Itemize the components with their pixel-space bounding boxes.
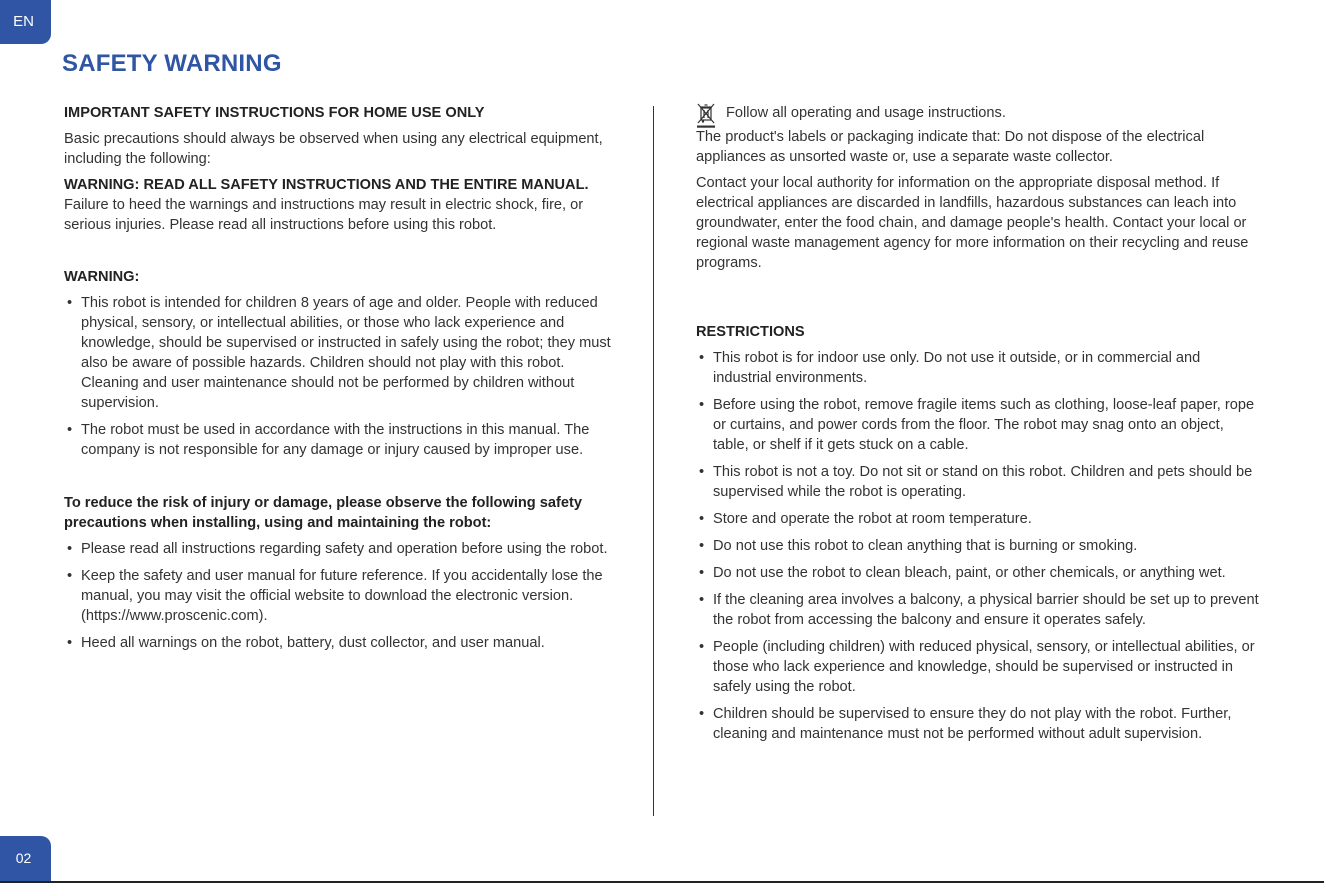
restrictions-list xyxy=(696,348,1262,744)
intro-paragraph: Basic precautions should always be observed when using any electrical equipment, including the following: xyxy=(64,131,603,167)
warning-manual-heading: WARNING: READ ALL SAFETY INSTRUCTIONS AND THE ENTIRE MANUAL. xyxy=(64,177,589,193)
precautions-heading: To reduce the risk of injury or damage, please observe the following safety precautions when installing, using and maintaining the robot: xyxy=(64,495,582,531)
page-title: SAFETY WARNING xyxy=(62,50,282,77)
list-item: • This robot is for indoor use only. Do not use it outside, or in commercial and industrial environments. xyxy=(696,348,1262,388)
list-item: • Store and operate the robot at room temperature. xyxy=(696,509,1262,529)
list-item: • Do not use this robot to clean anything that is burning or smoking. xyxy=(696,536,1262,556)
disposal-notice xyxy=(696,103,1262,129)
restrictions-heading: RESTRICTIONS xyxy=(696,324,805,340)
left-column xyxy=(64,103,624,660)
contact-authority-paragraph: Contact your local authority for information on the appropriate disposal method. If electrical appliances are discarded in landfills, hazardous substances can leach into groundwater, enter the food chain, and damage people's health. Contact your local or regional waste management agency for more information on their recycling and reuse programs. xyxy=(696,175,1249,271)
disposal-paragraph: The product's labels or packaging indicate that: Do not dispose of the electrical appliances as unsorted waste or, use a separate waste collector. xyxy=(696,129,1205,165)
list-item: • People (including children) with reduced physical, sensory, or intellectual abilities, or those who lack experience and knowledge, should be supervised or instructed in safely using the robot. xyxy=(696,637,1262,697)
list-item: • If the cleaning area involves a balcony, a physical barrier should be set up to prevent the robot from accessing the balcony and ensure it operates safely. xyxy=(696,590,1262,630)
list-item: • Please read all instructions regarding safety and operation before using the robot. xyxy=(64,539,624,559)
list-item: • Keep the safety and user manual for future reference. If you accidentally lose the manual, you may visit the official website to download the electronic version. (https://www.proscenic.com). xyxy=(64,566,624,626)
precautions-list xyxy=(64,539,624,653)
warning-heading: WARNING: xyxy=(64,269,140,285)
follow-instructions-text: Follow all operating and usage instructions. xyxy=(726,105,1006,121)
list-item: • Heed all warnings on the robot, battery, dust collector, and user manual. xyxy=(64,633,624,653)
list-item: • Before using the robot, remove fragile items such as clothing, loose-leaf paper, rope or curtains, and power cords from the floor. The robot may snag onto an object, table, or shelf if it gets stuck on a cable. xyxy=(696,395,1262,455)
right-column xyxy=(696,103,1262,751)
list-item: • The robot must be used in accordance with the instructions in this manual. The company is not responsible for any damage or injury caused by improper use. xyxy=(64,420,624,460)
crossed-out-wheelie-bin-icon xyxy=(696,103,716,129)
list-item: • Do not use the robot to clean bleach, paint, or other chemicals, or anything wet. xyxy=(696,563,1262,583)
list-item: • Children should be supervised to ensure they do not play with the robot. Further, cleaning and maintenance must not be performed without adult supervision. xyxy=(696,704,1262,744)
language-tab: EN xyxy=(0,0,51,44)
page-number: 02 xyxy=(0,836,51,882)
list-item: • This robot is intended for children 8 years of age and older. People with reduced physical, sensory, or intellectual abilities, or those who lack experience and knowledge, should be supervised or instructed in safely using the robot; they must also be aware of possible hazards. Children should not play with this robot. Cleaning and user maintenance should not be performed by children without supervision. xyxy=(64,293,624,413)
warning-list xyxy=(64,293,624,460)
column-divider xyxy=(653,106,654,816)
important-instructions-heading: IMPORTANT SAFETY INSTRUCTIONS FOR HOME USE ONLY xyxy=(64,105,485,121)
warning-manual-paragraph: Failure to heed the warnings and instructions may result in electric shock, fire, or serious injuries. Please read all instructions before using this robot. xyxy=(64,197,584,233)
list-item: • This robot is not a toy. Do not sit or stand on this robot. Children and pets should be supervised while the robot is operating. xyxy=(696,462,1262,502)
